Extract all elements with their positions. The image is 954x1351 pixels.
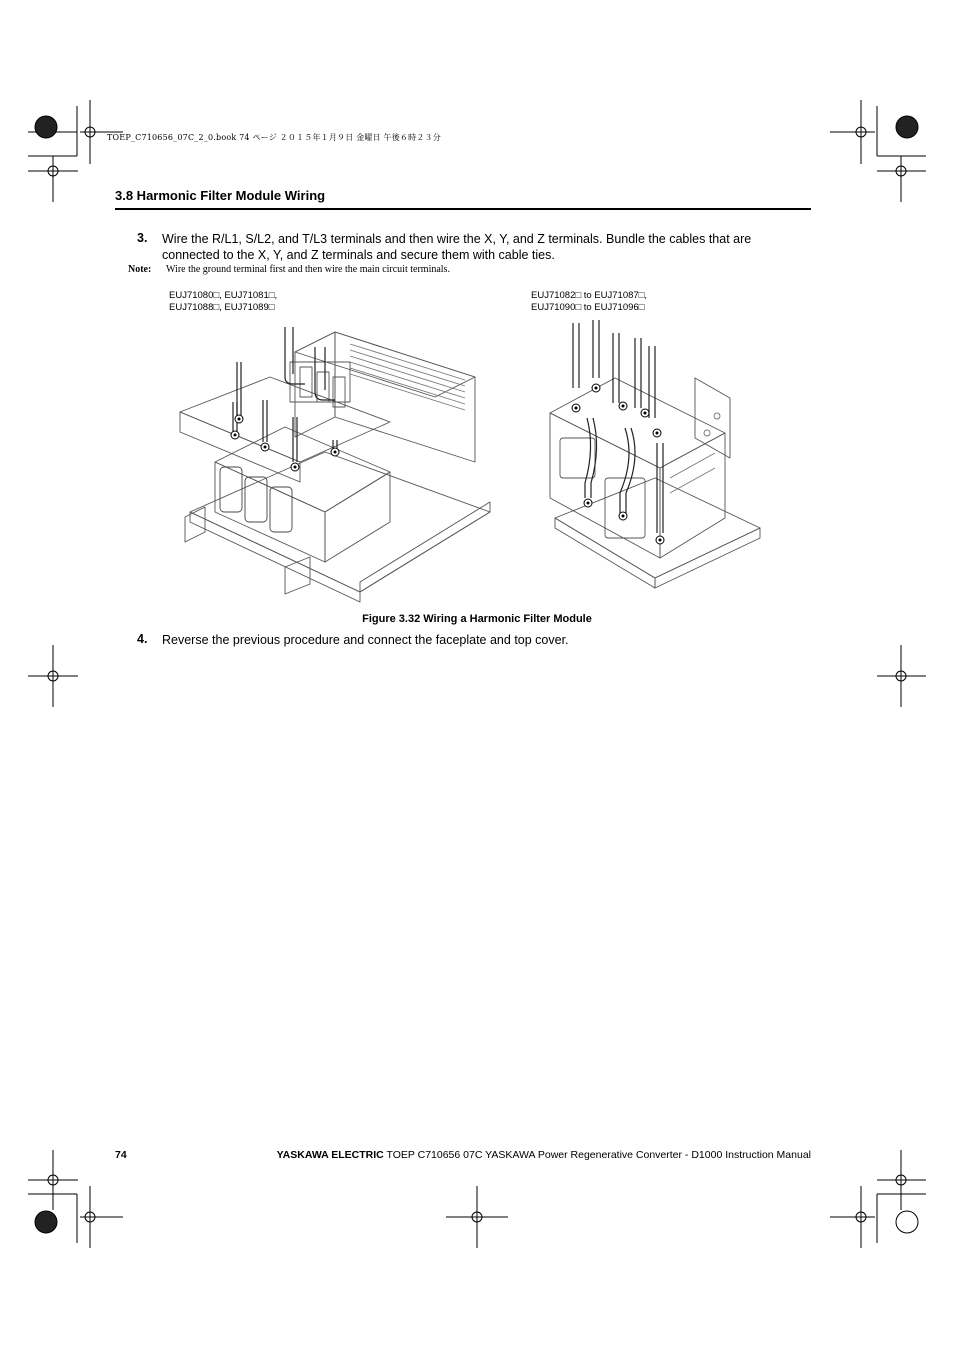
footer-title	[277, 1149, 811, 1161]
figure-label-right-line: EUJ71082□ to EUJ71087□,	[531, 290, 648, 301]
figure-label-left-line: EUJ71080□, EUJ71081□,	[169, 290, 278, 301]
note-text: Wire the ground terminal first and then wire the main circuit terminals.	[166, 264, 450, 275]
step-text: Wire the R/L1, S/L2, and T/L3 terminals and then wire the X, Y, and Z terminals. Bundle the cables that are connected to the X, Y, and Z terminals and secure them with cable ties.	[162, 232, 752, 262]
registration-mark-icon	[28, 645, 78, 707]
footer-manual-title: TOEP C710656 07C YASKAWA Power Regenerative Converter - D1000 Instruction Manual	[383, 1149, 811, 1161]
step-text: Reverse the previous procedure and connect the faceplate and top cover.	[162, 633, 569, 647]
registration-mark-icon	[877, 645, 926, 707]
step-number: 4.	[137, 632, 148, 646]
section-divider	[115, 208, 811, 210]
registration-mark-icon	[28, 1150, 123, 1248]
note-label: Note:	[128, 264, 152, 275]
step-number: 3.	[137, 231, 148, 245]
figure-label-left	[169, 290, 277, 314]
harmonic-filter-module-large-illustration	[545, 318, 765, 608]
footer-brand: YASKAWA ELECTRIC	[276, 1149, 384, 1161]
print-job-header: TOEP_C710656_07C_2_0.book 74 ページ ２０１５年１月９日 金曜日 午後６時２３分	[107, 133, 441, 142]
registration-mark-icon	[28, 100, 123, 202]
harmonic-filter-module-small-illustration	[175, 322, 495, 592]
section-title: 3.8 Harmonic Filter Module Wiring	[115, 188, 326, 203]
registration-mark-icon	[446, 1186, 508, 1248]
figure-label-left-line: EUJ71088□, EUJ71089□	[169, 302, 275, 313]
figure-label-right	[531, 290, 647, 314]
figure-label-right-line: EUJ71090□ to EUJ71096□	[531, 302, 645, 313]
registration-mark-icon	[830, 100, 926, 202]
page-number: 74	[115, 1149, 127, 1161]
figure-caption: Figure 3.32 Wiring a Harmonic Filter Module	[362, 613, 592, 625]
registration-mark-icon	[830, 1150, 926, 1248]
